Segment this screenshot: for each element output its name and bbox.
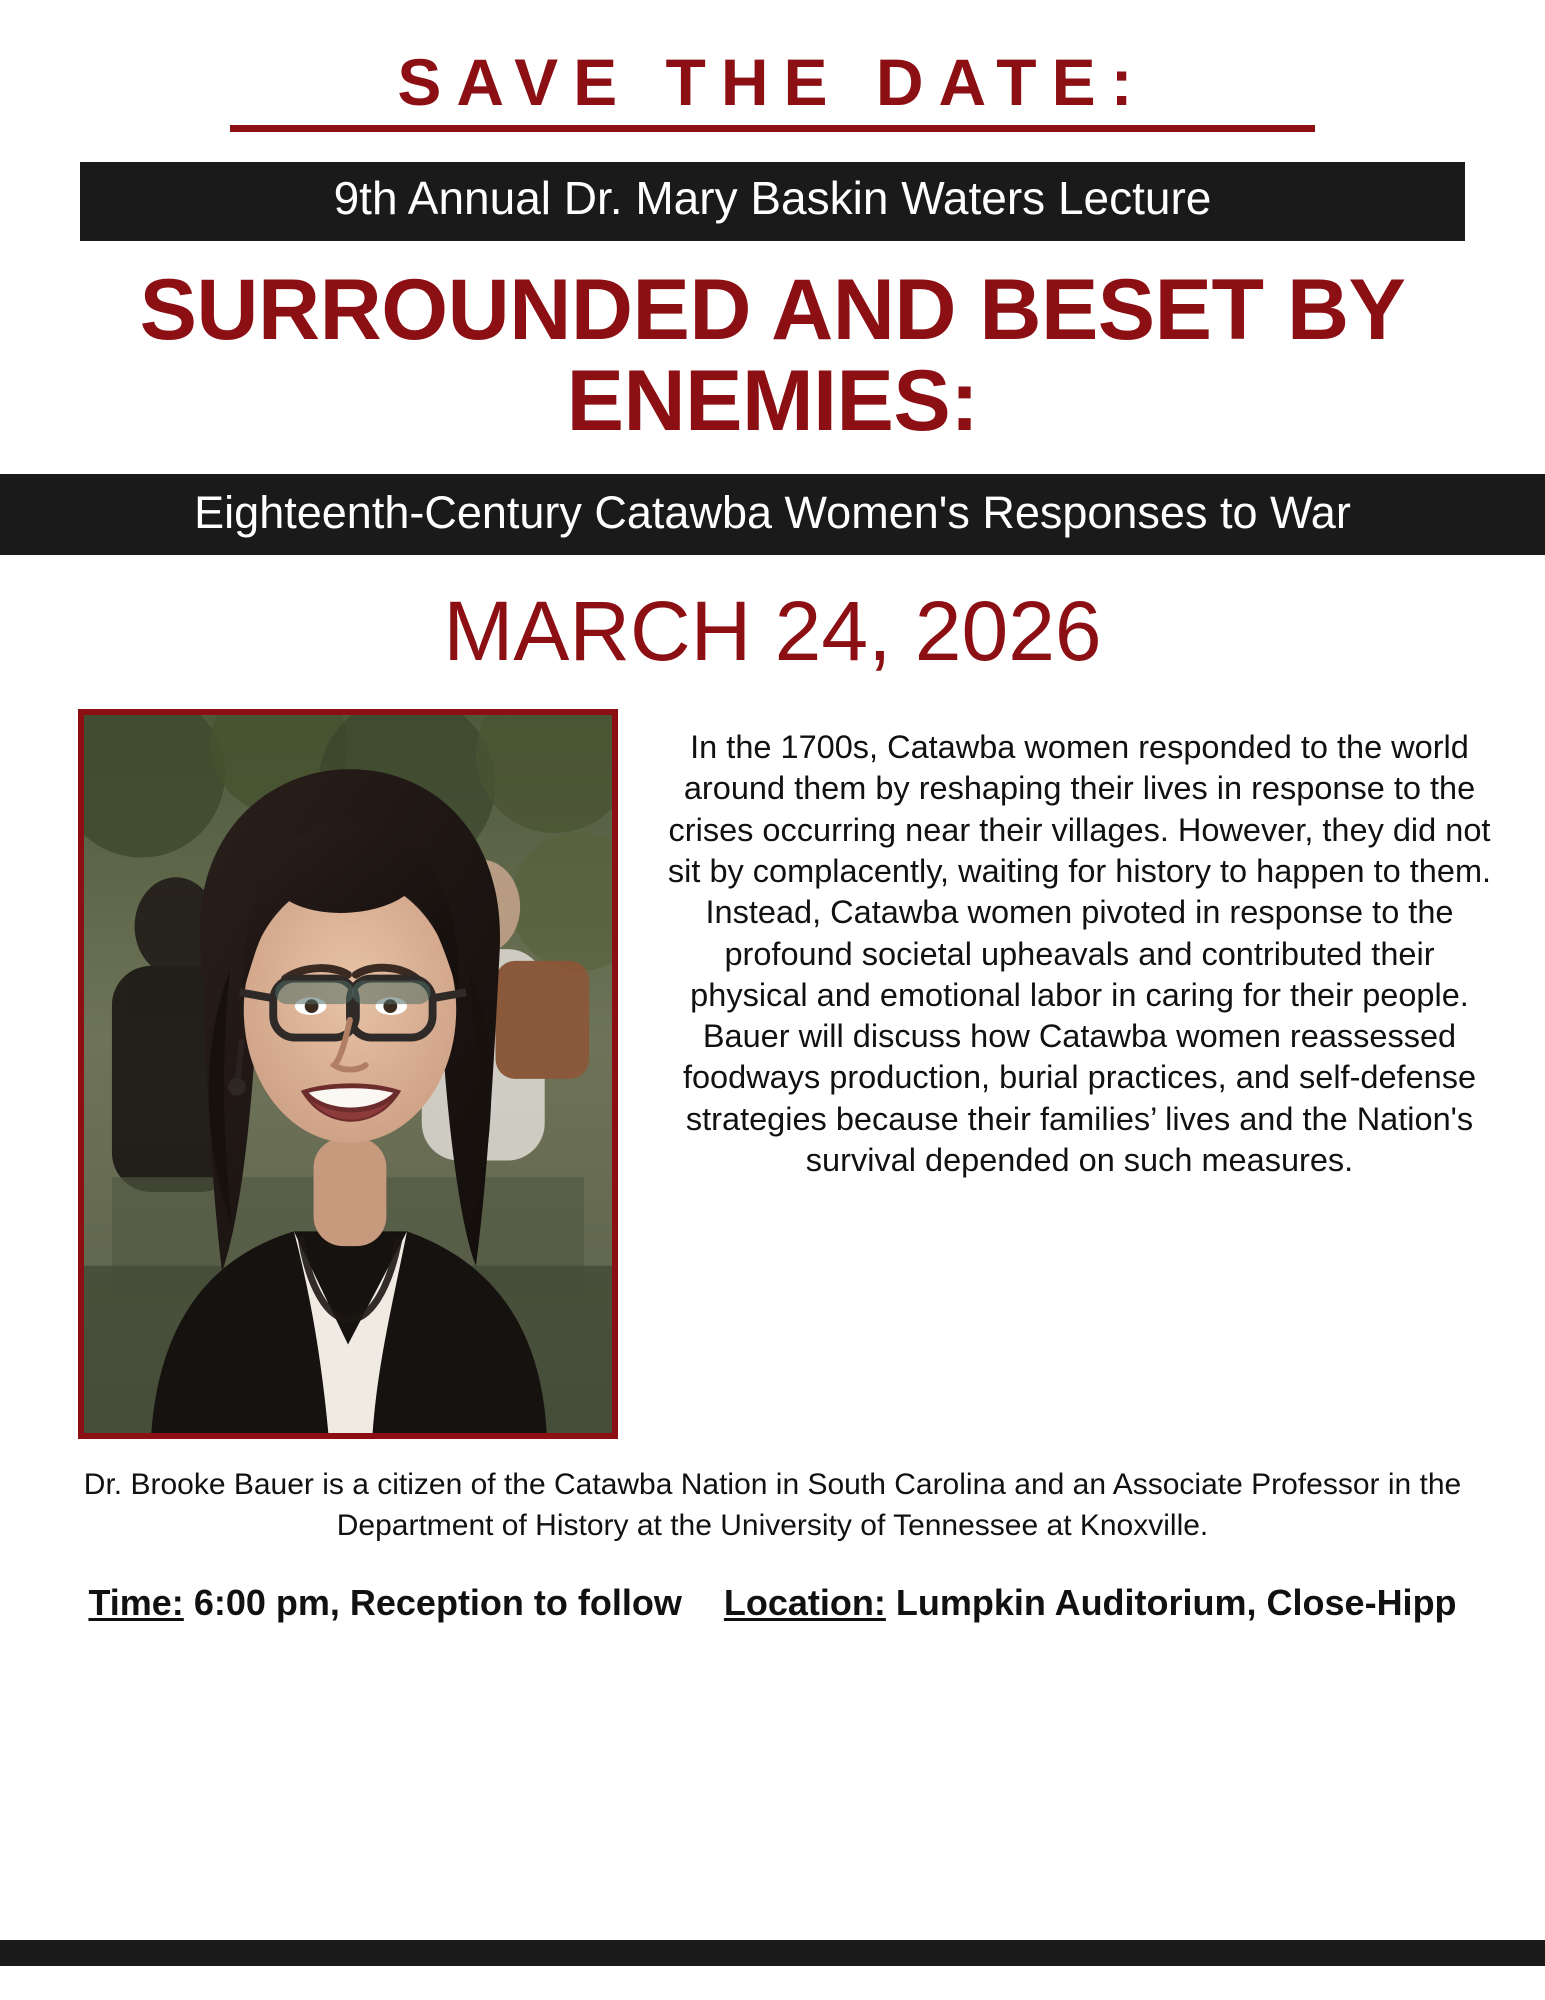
- save-the-date-underline: [230, 125, 1315, 132]
- time-label: Time:: [88, 1582, 184, 1624]
- speaker-photo: [78, 709, 618, 1439]
- page-title: SURROUNDED AND BESET BY ENEMIES:: [139, 262, 1406, 450]
- location-value: Lumpkin Auditorium, Close-Hipp: [895, 1582, 1457, 1624]
- content-row: [78, 709, 1493, 1439]
- time-value: 6:00 pm, Reception to follow: [193, 1582, 682, 1624]
- speaker-portrait-image: [84, 715, 612, 1433]
- lecture-description: In the 1700s, Catawba women responded to the world around them by reshaping their lives in response to the crises occurring near their villages. However, they did not sit by complacently, waiting for history to happen to them. Instead, Catawba women pivoted in response to the profound societal upheavals and contributed their physical and emotional labor in caring for their people. Bauer will discuss how Catawba women reassessed foodways production, burial practices, and self-defense strategies because their families’ lives and the Nation's survival depended on such measures.: [667, 729, 1492, 1178]
- lecture-series-banner: 9th Annual Dr. Mary Baskin Waters Lecture: [80, 162, 1465, 241]
- speaker-bio: Dr. Brooke Bauer is a citizen of the Catawba Nation in South Carolina and an Associate Professor in the Department of History at the University of Tennessee at Knoxville.: [83, 1468, 1462, 1542]
- page-subtitle: Eighteenth-Century Catawba Women's Responses to War: [0, 474, 1545, 556]
- save-the-date-heading: SAVE THE DATE:: [397, 45, 1148, 119]
- bottom-accent-bar: [0, 1940, 1545, 1966]
- time-location-line: [0, 1582, 1545, 1624]
- location-label: Location:: [723, 1582, 886, 1624]
- event-date: MARCH 24, 2026: [443, 584, 1102, 678]
